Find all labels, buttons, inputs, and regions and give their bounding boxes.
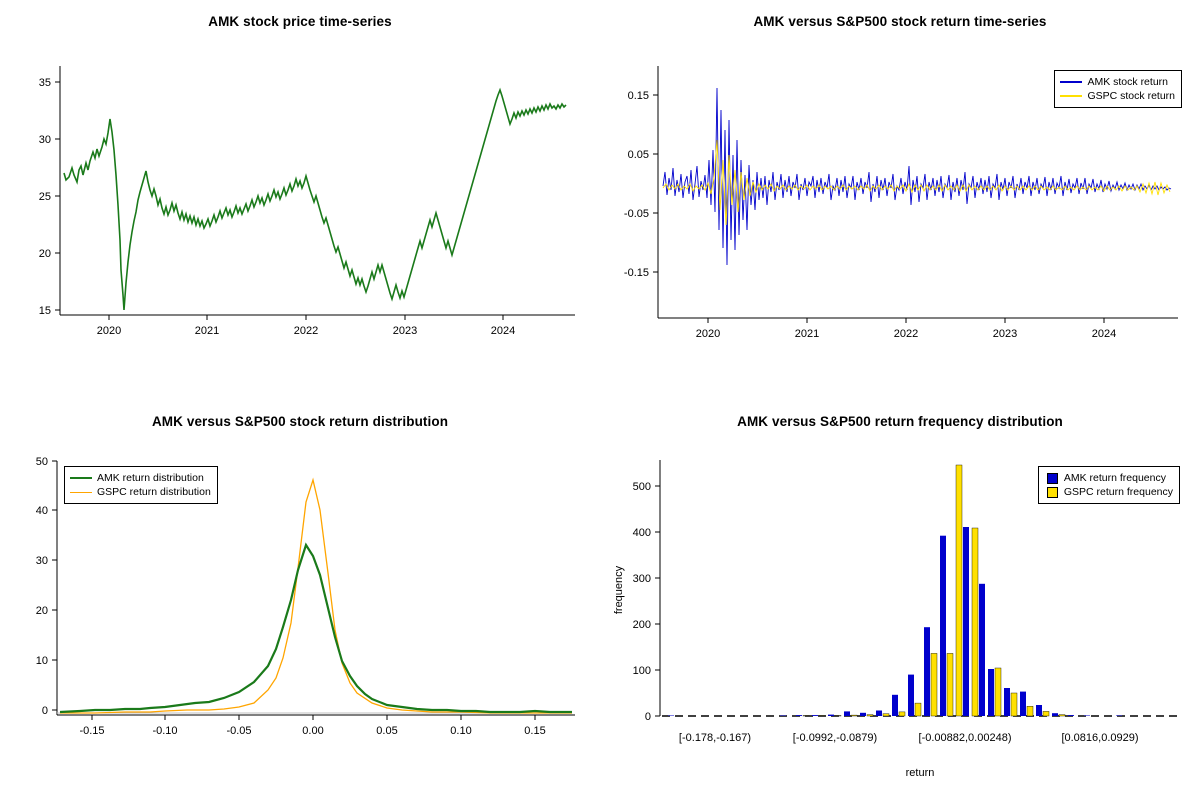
svg-text:30: 30	[35, 555, 48, 567]
x-tick-labels	[79, 725, 545, 737]
x-axis-title: return	[905, 767, 935, 779]
legend-return-timeseries	[1054, 70, 1182, 108]
svg-text:50: 50	[35, 456, 48, 468]
svg-text:[-0.00882,0.00248): [-0.00882,0.00248)	[918, 732, 1012, 744]
legend-item-amk-freq	[1041, 471, 1173, 485]
legend-item-amk-dist	[70, 471, 211, 485]
svg-text:200: 200	[632, 619, 651, 631]
svg-text:2021: 2021	[794, 328, 820, 340]
svg-text:20: 20	[35, 605, 48, 617]
svg-text:40: 40	[35, 505, 48, 517]
y-tick-labels	[36, 456, 48, 717]
legend-line-icon-amk-dist	[70, 477, 92, 479]
legend-line-icon-gspc	[1060, 95, 1082, 97]
y-tick-labels	[633, 481, 651, 723]
panel-title-return-freq: AMK versus S&P500 return frequency distribution	[737, 414, 1063, 429]
svg-text:-0.15: -0.15	[79, 725, 105, 737]
amk-return-line	[663, 88, 1171, 265]
svg-text:2020: 2020	[96, 325, 122, 337]
svg-text:10: 10	[35, 655, 48, 667]
svg-text:2022: 2022	[893, 328, 919, 340]
svg-text:0.15: 0.15	[627, 90, 649, 102]
price-timeseries-plot	[0, 0, 600, 400]
svg-text:2024: 2024	[1091, 328, 1117, 340]
svg-text:35: 35	[38, 77, 51, 89]
panel-title-return-dist: AMK versus S&P500 stock return distribution	[151, 414, 449, 429]
svg-text:-0.15: -0.15	[623, 267, 649, 279]
amk-price-line	[64, 90, 566, 310]
panel-price-timeseries	[0, 0, 600, 400]
panel-return-timeseries	[600, 0, 1200, 400]
x-tick-labels	[696, 328, 1116, 340]
svg-text:[-0.178,-0.167): [-0.178,-0.167)	[678, 732, 752, 744]
svg-text:0: 0	[644, 711, 651, 723]
legend-item-gspc-dist	[70, 485, 211, 499]
svg-text:15: 15	[38, 305, 51, 317]
x-tick-labels	[679, 732, 1139, 744]
legend-label-amk-freq: AMK return frequency	[1063, 472, 1166, 484]
svg-text:100: 100	[632, 665, 651, 677]
svg-text:-0.05: -0.05	[226, 725, 252, 737]
legend-item-gspc-return	[1060, 89, 1175, 103]
legend-label-gspc-dist: GSPC return distribution	[97, 486, 211, 498]
svg-text:0.00: 0.00	[302, 725, 324, 737]
gspc-density-line	[60, 480, 572, 713]
svg-text:20: 20	[38, 248, 51, 260]
y-tick-labels	[39, 77, 51, 317]
svg-text:2023: 2023	[992, 328, 1018, 340]
legend-label-amk-dist: AMK return distribution	[97, 472, 204, 484]
x-tick-labels	[97, 325, 515, 337]
legend-line-icon-gspc-dist	[70, 492, 92, 493]
legend-label-gspc-freq: GSPC return frequency	[1063, 486, 1173, 498]
legend-swatch-icon-amk	[1047, 473, 1058, 484]
panel-title-return-ts: AMK versus S&P500 stock return time-series	[753, 14, 1047, 29]
svg-text:0.10: 0.10	[450, 725, 472, 737]
y-axis-title: frequency	[613, 565, 625, 615]
svg-text:2023: 2023	[392, 325, 418, 337]
legend-return-distribution	[64, 466, 218, 504]
amk-density-line	[60, 545, 572, 712]
panel-title-price: AMK stock price time-series	[208, 14, 392, 29]
svg-text:2020: 2020	[695, 328, 721, 340]
legend-item-gspc-freq	[1041, 485, 1173, 499]
svg-text:2022: 2022	[293, 325, 319, 337]
legend-label-gspc-return: GSPC stock return	[1087, 90, 1175, 102]
legend-line-icon-amk	[1060, 81, 1082, 83]
legend-swatch-icon-gspc	[1047, 487, 1058, 498]
svg-text:-0.10: -0.10	[152, 725, 178, 737]
legend-item-amk-return	[1060, 75, 1175, 89]
svg-text:[0.0816,0.0929): [0.0816,0.0929)	[1061, 732, 1139, 744]
svg-text:0.15: 0.15	[524, 725, 546, 737]
svg-text:2024: 2024	[490, 325, 516, 337]
svg-text:-0.05: -0.05	[623, 208, 649, 220]
svg-text:25: 25	[38, 191, 51, 203]
return-frequency-plot	[600, 400, 1200, 800]
svg-text:0.05: 0.05	[376, 725, 398, 737]
panel-return-frequency	[600, 400, 1200, 800]
svg-text:30: 30	[38, 134, 51, 146]
svg-text:300: 300	[632, 573, 651, 585]
legend-return-frequency	[1038, 466, 1180, 504]
svg-text:2021: 2021	[194, 325, 220, 337]
y-tick-labels	[624, 90, 649, 279]
svg-text:500: 500	[632, 481, 651, 493]
return-timeseries-plot	[600, 0, 1200, 400]
svg-text:0.05: 0.05	[627, 149, 649, 161]
svg-text:0: 0	[41, 705, 48, 717]
panel-return-distribution	[0, 400, 600, 800]
svg-text:[-0.0992,-0.0879): [-0.0992,-0.0879)	[792, 732, 878, 744]
return-distribution-plot	[0, 400, 600, 800]
legend-label-amk-return: AMK stock return	[1087, 76, 1168, 88]
svg-text:400: 400	[632, 527, 651, 539]
